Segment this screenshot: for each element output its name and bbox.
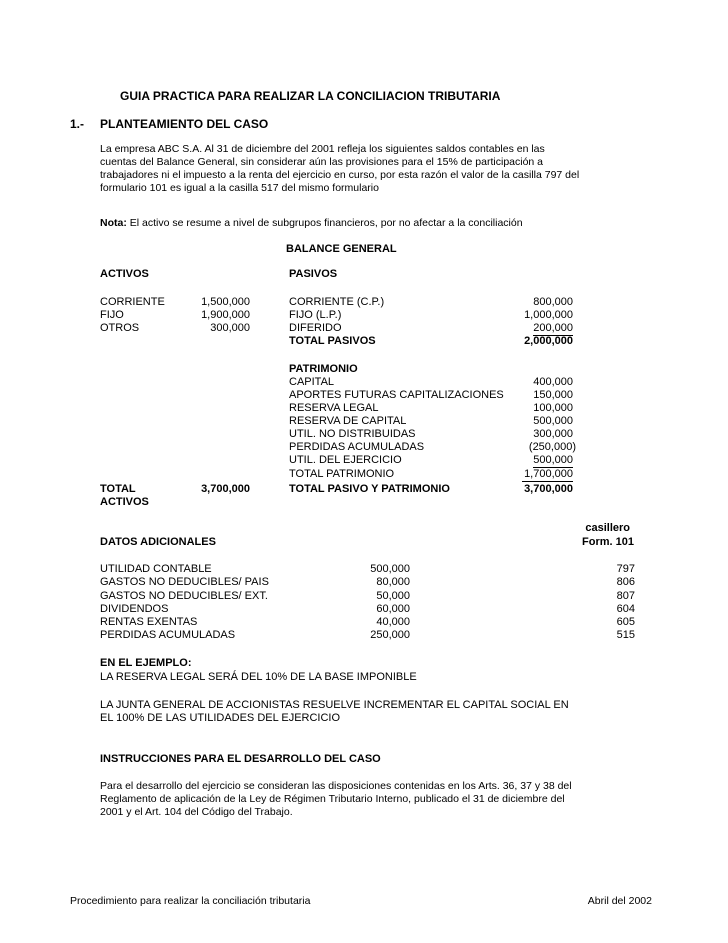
patrimonio-label: RESERVA LEGAL xyxy=(289,402,379,414)
total-pasivo-patrimonio-label: TOTAL PASIVO Y PATRIMONIO xyxy=(289,483,450,495)
pasivo-value: 1,000,000 xyxy=(524,309,573,321)
dato-label: UTILIDAD CONTABLE xyxy=(100,563,212,575)
intro-paragraph: La empresa ABC S.A. Al 31 de diciembre del 2001 refleja los siguientes saldos contables en las cuentas del Balance General, sin considerar aún las provisiones para el 15% de participación a trabajadores ni el impuesto a la renta del ejercicio en curso, por esta razón el valor de la casilla 797 del formulario 101 es igual a la casilla 517 del mismo formulario xyxy=(100,143,580,194)
patrimonio-label: CAPITAL xyxy=(289,376,335,388)
ejemplo-line: LA RESERVA LEGAL SERÁ DEL 10% DE LA BASE IMPONIBLE xyxy=(100,671,417,683)
ejemplo-paragraph: LA JUNTA GENERAL DE ACCIONISTAS RESUELVE INCREMENTAR EL CAPITAL SOCIAL EN EL 100% DE LAS UTILIDADES DEL EJERCICIO xyxy=(100,699,569,724)
pasivo-value: 800,000 xyxy=(533,296,573,308)
dato-code: 807 xyxy=(616,590,635,602)
casillero-header: Form. 101 xyxy=(582,536,634,548)
dato-code: 806 xyxy=(616,576,635,588)
patrimonio-value: 500,000 xyxy=(533,454,573,466)
note-text: El activo se resume a nivel de subgrupos financieros, por no afectar a la conciliación xyxy=(126,217,523,229)
dato-label: GASTOS NO DEDUCIBLES/ EXT. xyxy=(100,590,268,602)
dato-label: RENTAS EXENTAS xyxy=(100,616,198,628)
total-pasivos-value: 2,000,000 xyxy=(524,335,573,347)
dato-value: 40,000 xyxy=(376,616,410,628)
activos-header: ACTIVOS xyxy=(100,268,149,280)
activo-value: 1,900,000 xyxy=(201,309,250,321)
dato-value: 250,000 xyxy=(370,629,410,641)
pasivo-label: DIFERIDO xyxy=(289,322,342,334)
patrimonio-label: APORTES FUTURAS CAPITALIZACIONES xyxy=(289,389,504,401)
total-patrimonio-label: TOTAL PATRIMONIO xyxy=(289,468,395,480)
pasivos-header: PASIVOS xyxy=(289,268,338,280)
total-pasivo-patrimonio-value: 3,700,000 xyxy=(524,483,573,495)
dato-value: 60,000 xyxy=(376,603,410,615)
note-paragraph xyxy=(100,217,660,230)
note-label: Nota: xyxy=(100,217,127,229)
activo-label: OTROS xyxy=(100,322,140,334)
section-number: 1.- xyxy=(70,117,85,131)
total-activos-label: ACTIVOS xyxy=(100,496,149,508)
dato-label: PERDIDAS ACUMULADAS xyxy=(100,629,236,641)
casillero-header: casillero xyxy=(585,522,630,534)
dato-code: 515 xyxy=(616,629,635,641)
dato-code: 797 xyxy=(616,563,635,575)
activo-value: 300,000 xyxy=(210,322,250,334)
ejemplo-header: EN EL EJEMPLO: xyxy=(100,657,192,669)
activo-label: FIJO xyxy=(100,309,124,321)
section-heading: PLANTEAMIENTO DEL CASO xyxy=(100,117,269,131)
dato-value: 80,000 xyxy=(376,576,410,588)
dato-value: 500,000 xyxy=(370,563,410,575)
footer-left: Procedimiento para realizar la conciliación tributaria xyxy=(70,895,311,907)
dato-code: 604 xyxy=(616,603,635,615)
total-patrimonio-value: 1,700,000 xyxy=(522,468,573,482)
total-activos-value: 3,700,000 xyxy=(201,483,250,495)
instrucciones-header: INSTRUCCIONES PARA EL DESARROLLO DEL CASO xyxy=(100,753,381,765)
balance-title: BALANCE GENERAL xyxy=(286,243,397,255)
patrimonio-value: (250,000) xyxy=(528,441,576,453)
page-title: GUIA PRACTICA PARA REALIZAR LA CONCILIACION TRIBUTARIA xyxy=(120,89,501,103)
patrimonio-value: 500,000 xyxy=(533,415,573,427)
patrimonio-value: 150,000 xyxy=(533,389,573,401)
patrimonio-header: PATRIMONIO xyxy=(289,363,358,375)
dato-value: 50,000 xyxy=(376,590,410,602)
pasivo-label: CORRIENTE (C.P.) xyxy=(289,296,385,308)
patrimonio-value: 100,000 xyxy=(533,402,573,414)
footer-right: Abril del 2002 xyxy=(587,895,652,907)
dato-code: 605 xyxy=(616,616,635,628)
patrimonio-label: UTIL. DEL EJERCICIO xyxy=(289,454,402,466)
total-pasivos-label: TOTAL PASIVOS xyxy=(289,335,376,347)
dato-label: DIVIDENDOS xyxy=(100,603,169,615)
pasivo-label: FIJO (L.P.) xyxy=(289,309,342,321)
patrimonio-label: RESERVA DE CAPITAL xyxy=(289,415,407,427)
patrimonio-label: UTIL. NO DISTRIBUIDAS xyxy=(289,428,416,440)
patrimonio-value: 400,000 xyxy=(533,376,573,388)
pasivo-value: 200,000 xyxy=(533,322,573,334)
dato-label: GASTOS NO DEDUCIBLES/ PAIS xyxy=(100,576,269,588)
datos-header: DATOS ADICIONALES xyxy=(100,536,216,548)
patrimonio-value: 300,000 xyxy=(533,428,573,440)
total-activos-label: TOTAL xyxy=(100,483,136,495)
instrucciones-paragraph: Para el desarrollo del ejercicio se consideran las disposiciones contenidas en los Arts. 36, 37 y 38 del Reglamento de aplicación de la Ley de Régimen Tributario Interno, publicado el 31 de diciembre del 2001 y el Art. 104 del Código del Trabajo. xyxy=(100,780,572,818)
patrimonio-label: PERDIDAS ACUMULADAS xyxy=(289,441,425,453)
activo-label: CORRIENTE xyxy=(100,296,165,308)
activo-value: 1,500,000 xyxy=(201,296,250,308)
